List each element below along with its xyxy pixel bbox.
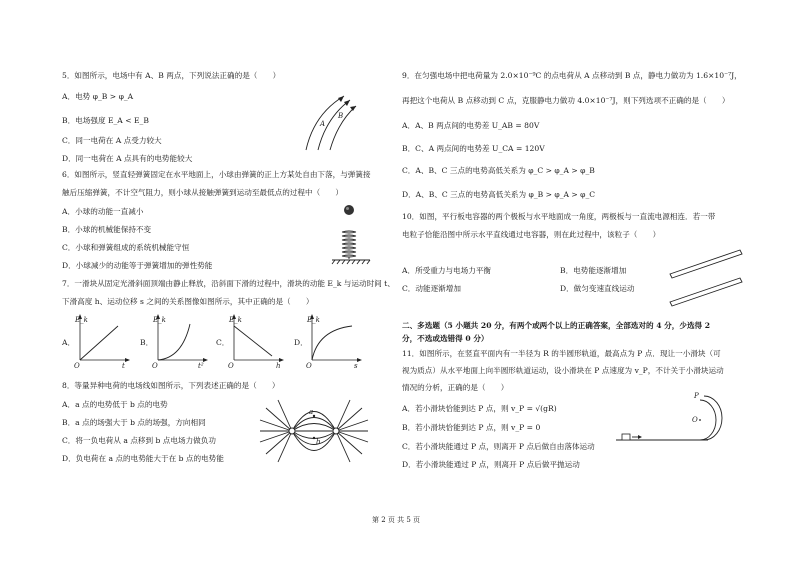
- q11-option-a: A．若小滑块恰能到达 P 点，则 v_P = √(gR): [402, 404, 557, 413]
- q7-graph-d-origin: O: [306, 362, 312, 370]
- q7-stem-line2: 下滑高度 h、运动位移 s 之间的关系图像如图所示，其中正确的是（ ）: [62, 297, 314, 306]
- q11-stem-line1: 11．如图所示，在竖直平面内有一半径为 R 的半圆形轨道，最高点为 P 点．现让一小滑块（可: [402, 349, 721, 358]
- q11-stem-line3: 情况的分析，正确的是（ ）: [402, 383, 509, 392]
- q7-stem-line1: 7．一滑块从固定光滑斜面顶端由静止释放，沿斜面下滑的过程中，滑块的动能 E_k 与运动时间 t、: [62, 279, 395, 288]
- q7-graph-d-letter: D．: [294, 338, 308, 347]
- q9-option-a: A．A、B 两点间的电势差 U_AB = 80V: [402, 121, 540, 130]
- q9-stem-line2: 再把这个电荷从 B 点移动到 C 点，克服静电力做功 4.0×10⁻⁷J，则下列选项不正确的是（ ）: [402, 96, 730, 105]
- q8-option-b: B．a 点的场强大于 b 点的场强，方向相同: [62, 418, 206, 427]
- q9-stem-line1: 9．在匀强电场中把电荷量为 2.0×10⁻⁹C 的点电荷从 A 点移动到 B 点，静电力做功为 1.6×10⁻⁷J，: [402, 71, 742, 80]
- q7-graph-a-origin: O: [74, 362, 80, 370]
- q7-graph-b: [152, 312, 208, 368]
- q7-graph-b-origin: O: [152, 362, 158, 370]
- q11-option-d: D．若小滑块能通过 P 点，则离开 P 点后做平抛运动: [402, 460, 580, 469]
- q6-stem-line2: 触后压缩弹簧，不计空气阻力，则小球从接触弹簧到运动至最低点的过程中（ ）: [62, 188, 343, 197]
- q7-graph-a-letter: A．: [62, 338, 76, 347]
- q10-option-c: C．动能逐渐增加: [402, 284, 461, 293]
- q9-option-c: C．A、B、C 三点的电势高低关系为 φ_C > φ_A > φ_B: [402, 166, 595, 175]
- q6-option-c: C．小球和弹簧组成的系统机械能守恒: [62, 243, 190, 252]
- q7-graph-c-letter: C．: [216, 338, 230, 347]
- q7-graph-b-ylabel: E_k: [153, 316, 166, 324]
- q6-spring-ball-figure: [328, 203, 374, 265]
- q11-label-o: O: [692, 416, 698, 424]
- q11-stem-line2: 视为质点）从水平地面上向半圆形轨道运动，设小滑块在 P 点速度为 v_P，不计关于小滑块运动: [402, 366, 724, 375]
- q7-graph-b-letter: B．: [140, 338, 154, 347]
- q5-label-a: A: [320, 120, 326, 128]
- q10-option-b: B．电势能逐渐增加: [560, 266, 627, 275]
- q7-graph-c-origin: O: [228, 362, 234, 370]
- q5-stem: 5．如图所示，电场中有 A、B 两点，下列说法正确的是（ ）: [62, 71, 281, 80]
- q8-label-b: b: [316, 438, 321, 446]
- section2-heading-line2: 分，不选或选错得 0 分）: [402, 334, 489, 343]
- q10-option-a: A．所受重力与电场力平衡: [402, 266, 492, 275]
- q11-option-b: B．若小滑块恰能到达 P 点，则 v_P = 0: [402, 423, 541, 432]
- q8-stem: 8．等量异种电荷的电场线如图所示，下列表述正确的是（ ）: [62, 381, 280, 390]
- q6-option-b: B．小球的机械能保持不变: [62, 225, 152, 234]
- q8-dipole-field-figure: [258, 398, 370, 464]
- q5-label-b: B: [338, 112, 344, 120]
- q11-option-c: C．若小滑块能通过 P 点，则离开 P 点后做自由落体运动: [402, 442, 595, 451]
- q8-label-a: a: [309, 408, 314, 416]
- q9-option-b: B．C、A 两点间的电势差 U_CA = 120V: [402, 144, 545, 153]
- q11-semicircle-track-figure: [616, 390, 726, 446]
- q7-graph-b-xlabel: t²: [198, 362, 204, 370]
- q10-capacitor-figure: [666, 248, 746, 308]
- q7-graph-d: [306, 312, 362, 368]
- q7-graph-c: [228, 312, 284, 368]
- q10-stem-line1: 10．如图，平行板电容器的两个极板与水平地面成一角度，两极板与一直流电源相连．若一带: [402, 212, 716, 221]
- page-footer: 第 2 页 共 5 页: [372, 516, 421, 524]
- q10-option-d: D．做匀变速直线运动: [560, 284, 635, 293]
- q5-field-line-figure: [300, 92, 360, 154]
- q7-graph-a-xlabel: t: [122, 362, 125, 370]
- q8-option-a: A．a 点的电势低于 b 点的电势: [62, 400, 168, 409]
- q8-option-d: D．负电荷在 a 点的电势能大于在 b 点的电势能: [62, 454, 224, 463]
- q9-option-d: D．A、B、C 三点的电势高低关系为 φ_B > φ_A > φ_C: [402, 190, 596, 199]
- q5-option-a: A．电势 φ_B > φ_A: [62, 92, 134, 101]
- q7-graph-a-ylabel: E_k: [75, 316, 88, 324]
- section2-heading-line1: 二、多选题（5 小题共 20 分，有两个或两个以上的正确答案，全部选对的 4 分，少选得 2: [402, 321, 711, 330]
- q7-graph-c-ylabel: E_k: [229, 316, 242, 324]
- q10-stem-line2: 电粒子恰能沿图中所示水平直线通过电容器，则在此过程中，该粒子（ ）: [402, 230, 661, 239]
- q5-option-d: D．同一电荷在 A 点具有的电势能较大: [62, 154, 193, 163]
- q7-graph-c-xlabel: h: [276, 362, 281, 370]
- q7-graph-d-xlabel: s: [354, 362, 358, 370]
- q7-graph-d-ylabel: E_k: [307, 316, 320, 324]
- q6-stem-line1: 6．如图所示，竖直轻弹簧固定在水平地面上，小球由弹簧的正上方某处自由下落，与弹簧接: [62, 170, 371, 179]
- q7-graph-a: [74, 312, 130, 368]
- q6-option-a: A．小球的动能一直减小: [62, 207, 144, 216]
- q6-option-d: D．小球减少的动能等于弹簧增加的弹性势能: [62, 261, 213, 270]
- q5-option-b: B．电场强度 E_A < E_B: [62, 116, 149, 125]
- q5-option-c: C．同一电荷在 A 点受力较大: [62, 136, 162, 145]
- q8-option-c: C．将一负电荷从 a 点移到 b 点电场力做负功: [62, 436, 216, 445]
- q11-label-p: P: [694, 392, 699, 400]
